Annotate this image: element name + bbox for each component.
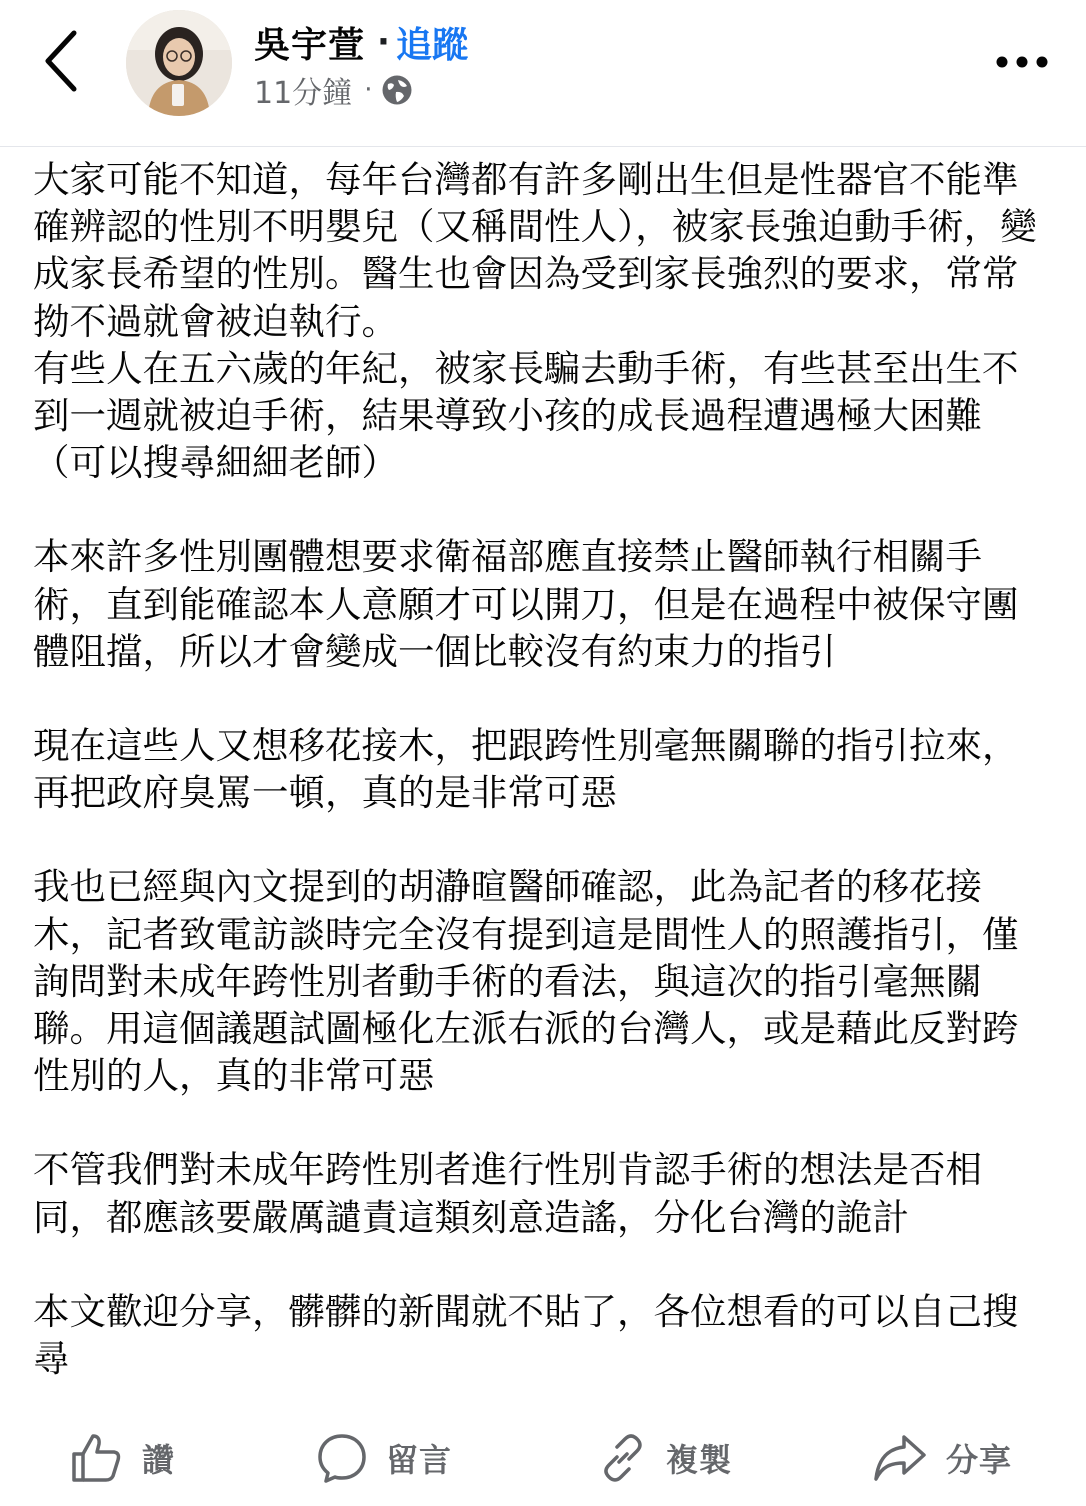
post-paragraph-5: 不管我們對未成年跨性別者進行性別肯認手術的想法是否相同，都應該要嚴厲譴責這類刻意造謠，分化台灣的詭計 [33, 1148, 982, 1239]
more-options-button[interactable] [990, 42, 1054, 82]
share-icon [872, 1433, 928, 1483]
post-action-bar [0, 1418, 1086, 1498]
copy-link-button[interactable] [598, 1428, 732, 1488]
chevron-left-icon [42, 29, 82, 93]
post-paragraph-4: 我也已經與內文提到的胡瀞暄醫師確認，此為記者的移花接木，記者致電訪談時完全沒有提到這是間性人的照護指引，僅詢問對未成年跨性別者動手術的看法，與這次的指引毫無關聯。用這個議題試圖極化左派右派的台灣人，或是藉此反對跨性別的人，真的非常可惡 [33, 865, 1019, 1098]
author-name[interactable]: 吳宇萱 [254, 24, 366, 66]
post-body [33, 156, 1048, 1382]
post-header [0, 0, 1086, 147]
author-separator: · [377, 22, 390, 62]
link-icon [598, 1433, 648, 1483]
post-paragraph-1: 大家可能不知道，每年台灣都有許多剛出生但是性器官不能準確辨認的性別不明嬰兒（又稱間性人），被家長強迫動手術，變成家長希望的性別。醫生也會因為受到家長強烈的要求，常常拗不過就會被迫執行。 有些人在五六歲的年紀，被家長騙去動手術，有些甚至出生不到一週就被迫手術，結果導致小孩的成長過程遭遇極大困難（可以搜尋細細老師） [33, 158, 1037, 485]
comment-button[interactable] [316, 1428, 452, 1488]
post-paragraph-2: 本來許多性別團體想要求衛福部應直接禁止醫師執行相關手術，直到能確認本人意願才可以開刀，但是在過程中被保守團體阻擋，所以才會變成一個比較沒有約束力的指引 [33, 535, 1019, 673]
like-label: 讚 [142, 1441, 176, 1479]
back-button[interactable] [30, 28, 94, 94]
avatar[interactable] [126, 10, 232, 116]
avatar-image [126, 10, 232, 116]
post-paragraph-6: 本文歡迎分享，髒髒的新聞就不貼了，各位想看的可以自己搜尋 [33, 1289, 1019, 1381]
like-button[interactable] [70, 1428, 175, 1488]
post-time[interactable]: 11分鐘 [254, 76, 353, 111]
comment-label: 留言 [386, 1441, 453, 1479]
post-paragraph-3: 現在這些人又想移花接木，把跟跨性別毫無關聯的指引拉來，再把政府臭罵一頓，真的是非常可惡 [33, 724, 1019, 815]
globe-icon[interactable] [380, 73, 414, 107]
author-line [254, 16, 468, 68]
share-label: 分享 [946, 1441, 1013, 1479]
share-button[interactable] [872, 1428, 1012, 1488]
follow-button[interactable]: 追蹤 [395, 24, 468, 66]
post-meta [254, 70, 414, 110]
thumbs-up-icon [70, 1432, 124, 1484]
meta-separator: · [364, 75, 373, 105]
more-horizontal-icon [996, 56, 1048, 68]
comment-icon [316, 1432, 368, 1484]
copy-label: 複製 [666, 1441, 733, 1479]
